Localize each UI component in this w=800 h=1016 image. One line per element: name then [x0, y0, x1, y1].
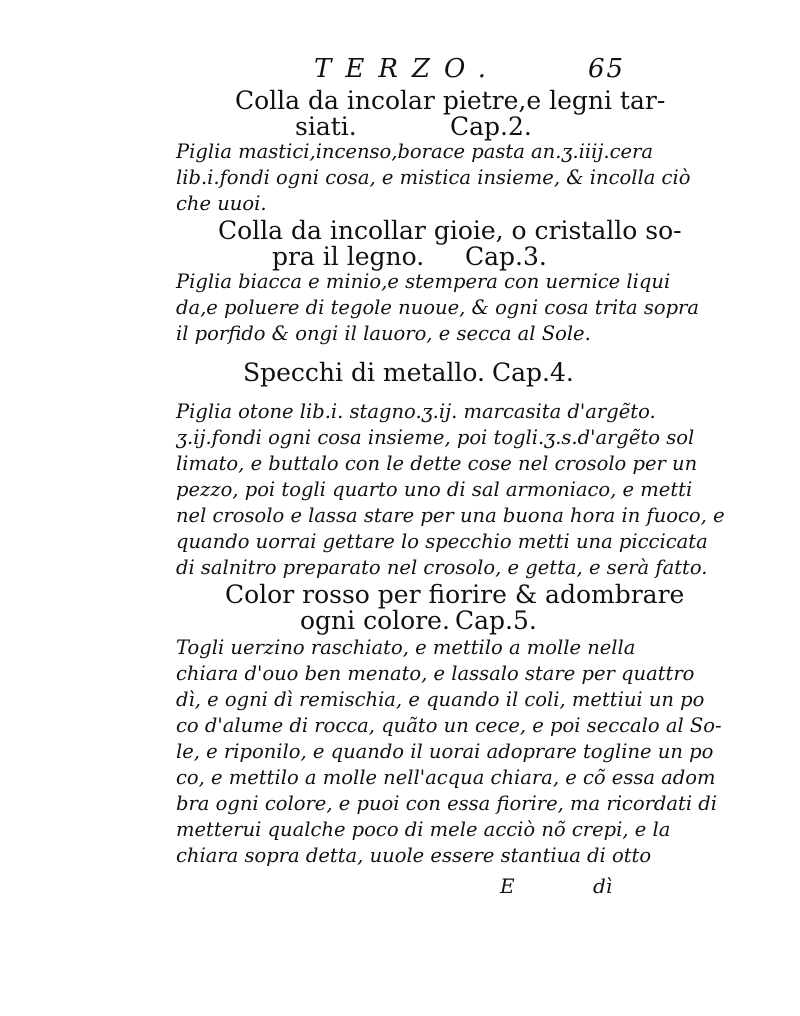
cap5-body-line: Togli uerzino raschiato, e mettilo a molle nella: [176, 636, 636, 659]
cap5-body-line: chiara d'ouo ben menato, e lassalo stare per quattro: [176, 662, 695, 685]
cap4-chapter-number: Cap.4.: [492, 358, 574, 387]
cap4-body-line: Piglia otone lib.i. stagno.ʒ.ij. marcasita d'argẽto.: [176, 400, 656, 423]
cap3-body-line: da,e poluere di tegole nuoue, & ogni cosa trita sopra: [176, 296, 700, 319]
cap4-body-line: ʒ.ij.fondi ogni cosa insieme, poi togli.ʒ.s.d'argẽto sol: [176, 426, 695, 449]
cap3-title-line1: Colla da incollar gioie, o cristallo so-: [218, 216, 682, 245]
page-number: 65: [588, 54, 626, 84]
cap3-body-line: il porfido & ongi il lauoro, e secca al Sole.: [176, 322, 591, 345]
cap5-body-line: co d'alume di rocca, quãto un cece, e poi seccalo al So-: [176, 714, 722, 737]
cap2-body-line: che uuoi.: [176, 192, 267, 215]
cap2-body-line: Piglia mastici,incenso,borace pasta an.ʒ.iiij.cera: [176, 140, 654, 163]
cap4-body-line: di salnitro preparato nel crosolo, e getta, e serà fatto.: [176, 556, 708, 579]
catchword: dì: [593, 874, 613, 898]
cap4-body-line: quando uorrai gettare lo specchio metti una piccicata: [176, 530, 708, 553]
cap4-body-line: pezzo, poi togli quarto uno di sal armoniaco, e metti: [176, 478, 693, 501]
cap5-body-line: co, e mettilo a molle nell'acqua chiara, e cõ essa adom: [176, 766, 716, 789]
cap5-chapter-number: Cap.5.: [455, 606, 537, 635]
cap5-title-line1: Color rosso per fiorire & adombrare: [225, 580, 685, 609]
signature-mark: E: [500, 874, 515, 898]
cap2-chapter-number: Cap.2.: [450, 112, 532, 141]
cap3-title-line2: pra il legno.: [272, 242, 425, 271]
cap4-body-line: limato, e buttalo con le dette cose nel crosolo per un: [176, 452, 698, 475]
cap5-body-line: bra ogni colore, e puoi con essa fiorire, ma ricordati di: [176, 792, 718, 815]
cap4-title: Specchi di metallo.: [243, 358, 485, 387]
cap2-title-line1: Colla da incolar pietre,e legni tar-: [235, 86, 666, 115]
cap5-body-line: dì, e ogni dì remischia, e quando il coli, mettiui un po: [176, 688, 705, 711]
cap3-chapter-number: Cap.3.: [465, 242, 547, 271]
cap2-title-line2: siati.: [295, 112, 357, 141]
cap5-body-line: chiara sopra detta, uuole essere stantiua di otto: [176, 844, 652, 867]
cap2-body-line: lib.i.fondi ogni cosa, e mistica insieme, & incolla ciò: [176, 166, 691, 189]
cap3-body-line: Piglia biacca e minio,e stempera con uernice liqui: [176, 270, 671, 293]
cap5-title-line2: ogni colore.: [300, 606, 450, 635]
cap5-body-line: le, e riponilo, e quando il uorai adoprare togline un po: [176, 740, 714, 763]
cap5-body-line: metterui qualche poco di mele acciò nõ crepi, e la: [176, 818, 671, 841]
running-title: TERZO.: [314, 54, 501, 84]
cap4-body-line: nel crosolo e lassa stare per una buona hora in fuoco, e: [176, 504, 725, 527]
